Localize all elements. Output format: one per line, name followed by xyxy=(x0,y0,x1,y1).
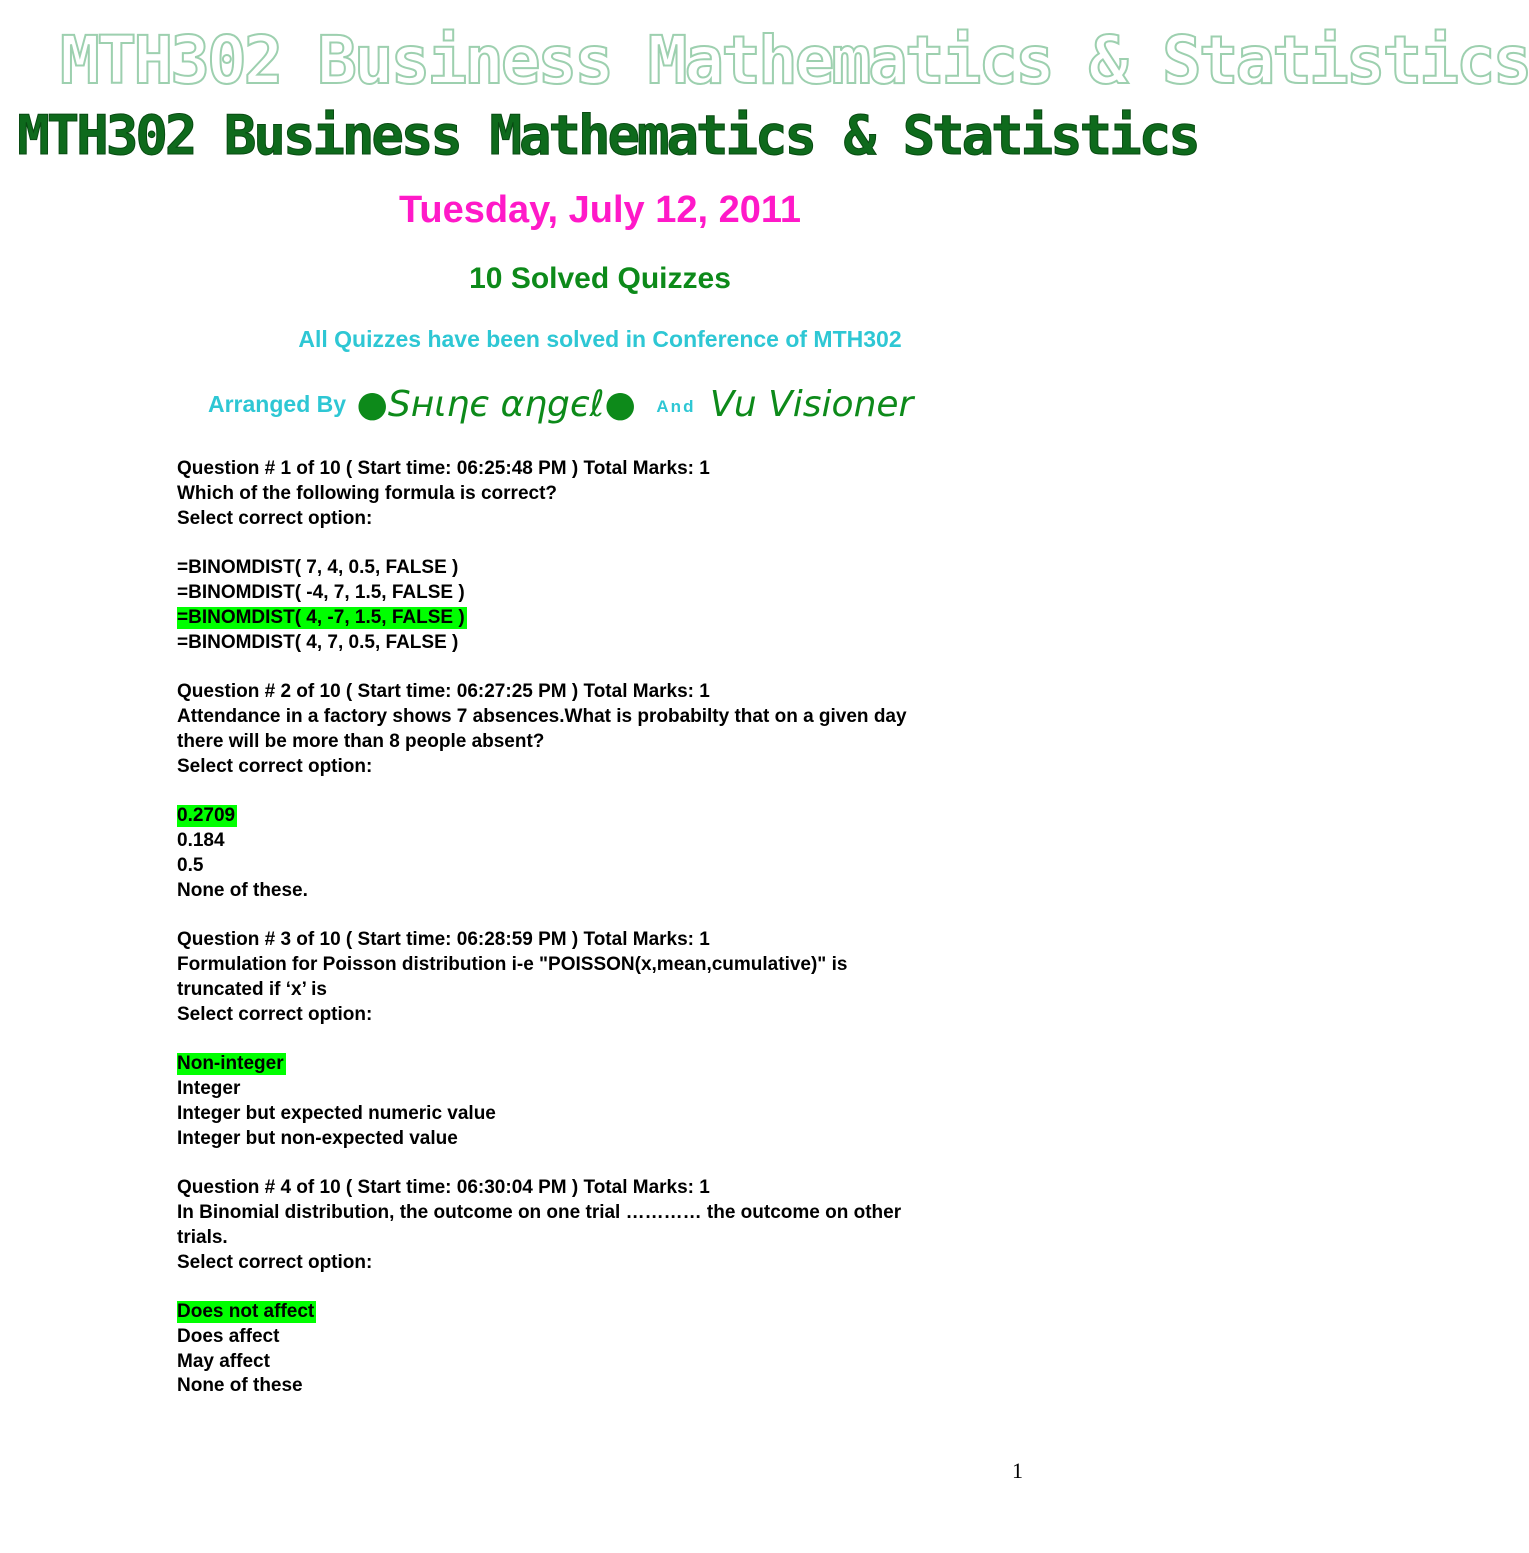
question-header: Question # 3 of 10 ( Start time: 06:28:59 PM ) Total Marks: 1 xyxy=(177,929,710,951)
banner-shadow-title: MTH302 Business Mathematics & Statistics xyxy=(60,22,1529,99)
page-number: 1 xyxy=(1012,1458,1023,1483)
document-date: Tuesday, July 12, 2011 xyxy=(398,189,802,231)
option-label: 0.184 xyxy=(177,829,225,851)
option-item xyxy=(177,829,1037,854)
banner-title: MTH302 Business Mathematics & Statistics xyxy=(17,104,1198,167)
question-header: Question # 2 of 10 ( Start time: 06:27:25 PM ) Total Marks: 1 xyxy=(177,681,710,703)
select-prompt: Select correct option: xyxy=(177,507,373,529)
option-label: 0.2709 xyxy=(177,805,236,827)
question-header: Question # 1 of 10 ( Start time: 06:25:48 PM ) Total Marks: 1 xyxy=(177,458,710,479)
question-text: Formulation for Poisson distribution i-e "POISSON(x,mean,cumulative)" is xyxy=(177,953,848,975)
correct-option-item xyxy=(177,606,1037,631)
question-text: trials. xyxy=(177,1226,228,1248)
option-label: None of these. xyxy=(177,879,308,901)
option-label: May affect xyxy=(177,1350,270,1372)
option-item xyxy=(177,631,1037,656)
author-two: Vu Visioner xyxy=(709,384,914,425)
conference-line: All Quizzes have been solved in Conference of MTH302 xyxy=(298,326,902,352)
question-block xyxy=(177,1176,1037,1399)
question-block xyxy=(177,680,1037,903)
option-label: Does not affect xyxy=(177,1301,315,1323)
option-item xyxy=(177,1374,1037,1399)
option-item xyxy=(177,1350,1037,1375)
options-list xyxy=(177,1052,1037,1151)
arranged-by-label: Arranged By xyxy=(208,391,347,417)
author-one: ●Sнιηє αηgєℓ● xyxy=(356,384,636,425)
question-text: In Binomial distribution, the outcome on one trial ………… the outcome on other xyxy=(177,1201,902,1223)
question-block xyxy=(177,928,1037,1151)
option-item xyxy=(177,1077,1037,1102)
select-prompt: Select correct option: xyxy=(177,755,373,777)
option-label: Integer but expected numeric value xyxy=(177,1102,496,1124)
question-block xyxy=(177,457,1037,655)
options-list xyxy=(177,1300,1037,1399)
option-item xyxy=(177,854,1037,879)
select-prompt: Select correct option: xyxy=(177,1251,373,1273)
option-item xyxy=(177,1102,1037,1127)
correct-option-item xyxy=(177,1300,1037,1325)
option-label: Does affect xyxy=(177,1325,280,1347)
option-label: Integer xyxy=(177,1077,241,1099)
option-item xyxy=(177,1325,1037,1350)
arranged-by-line xyxy=(208,384,913,434)
correct-option-item xyxy=(177,1052,1037,1077)
options-list xyxy=(177,556,1037,655)
correct-option-item xyxy=(177,804,1037,829)
option-label: Non-integer xyxy=(177,1053,284,1075)
quiz-content xyxy=(177,457,1037,1424)
option-label: =BINOMDIST( 4, -7, 1.5, FALSE ) xyxy=(177,606,465,628)
option-label: =BINOMDIST( 7, 4, 0.5, FALSE ) xyxy=(177,557,459,579)
option-item xyxy=(177,556,1037,581)
option-label: None of these xyxy=(177,1375,303,1397)
option-label: Integer but non-expected value xyxy=(177,1127,458,1149)
select-prompt: Select correct option: xyxy=(177,1003,373,1025)
question-text: truncated if ‘x’ is xyxy=(177,978,327,1000)
question-header: Question # 4 of 10 ( Start time: 06:30:04 PM ) Total Marks: 1 xyxy=(177,1177,710,1199)
option-item xyxy=(177,879,1037,904)
document-subtitle: 10 Solved Quizzes xyxy=(469,262,731,295)
option-item xyxy=(177,1127,1037,1152)
option-label: 0.5 xyxy=(177,854,204,876)
option-label: =BINOMDIST( -4, 7, 1.5, FALSE ) xyxy=(177,581,465,603)
question-text: there will be more than 8 people absent? xyxy=(177,730,545,752)
question-text: Attendance in a factory shows 7 absences.What is probabilty that on a given day xyxy=(177,705,907,727)
and-label: And xyxy=(656,397,696,416)
option-item xyxy=(177,581,1037,606)
options-list xyxy=(177,804,1037,903)
question-text: Which of the following formula is correct? xyxy=(177,482,558,504)
option-label: =BINOMDIST( 4, 7, 0.5, FALSE ) xyxy=(177,631,459,653)
